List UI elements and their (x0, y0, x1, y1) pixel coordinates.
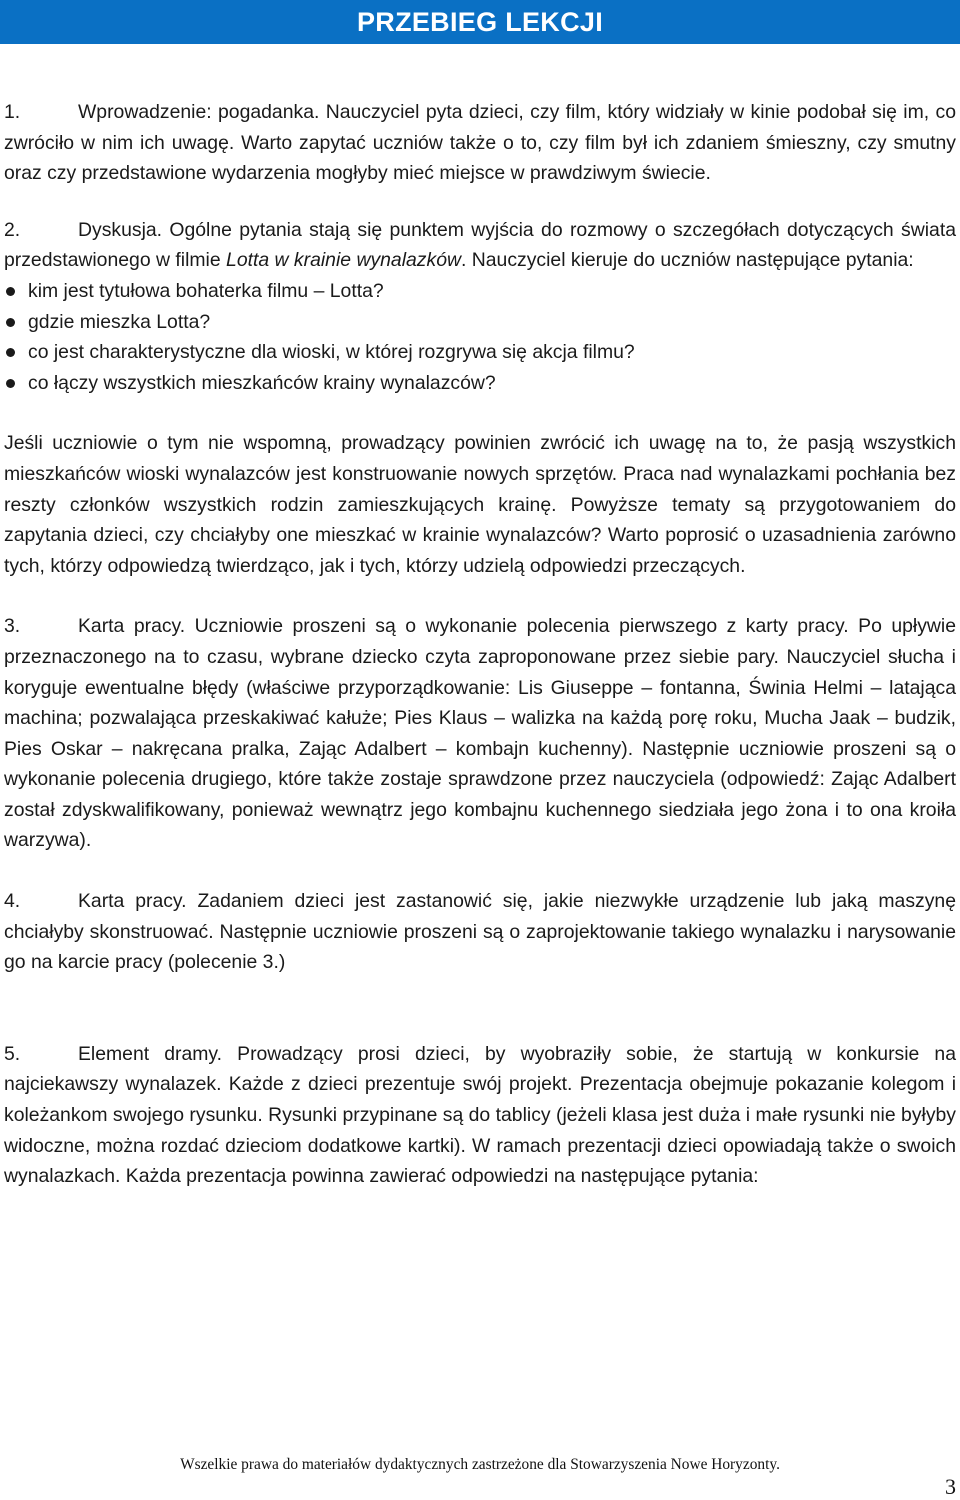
section-text: Dyskusja. Ogólne pytania stają się punktem wyjścia do rozmowy o szczegółach dotyczących świata przedstawionego w filmie (4, 218, 956, 272)
list-item: kim jest tytułowa bohaterka filmu – Lotta? (4, 276, 956, 307)
page-title-bar (0, 0, 960, 44)
section-number: 2. (4, 218, 21, 241)
film-title: Lotta w krainie wynalazków (226, 249, 461, 272)
section-text: Karta pracy. Zadaniem dzieci jest zastanowić się, jakie niezwykłe urządzenie lub jaką maszynę chciałyby skonstruować. Następnie uczniowie proszeni są o zaprojektowanie takiego wynalazku i narysowanie go na karcie pracy (polecenie 3.) (4, 890, 956, 974)
list-item: co jest charakterystyczne dla wioski, w której rozgrywa się akcja filmu? (4, 337, 956, 368)
footer-copyright: Wszelkie prawa do materiałów dydaktycznych zastrzeżone dla Stowarzyszenia Nowe Horyzonty. (180, 1456, 780, 1473)
list-item: gdzie mieszka Lotta? (4, 307, 956, 338)
section-1 (4, 97, 956, 189)
section-number: 4. (4, 890, 21, 913)
lesson-content (4, 97, 956, 1192)
section-2-followup: Jeśli uczniowie o tym nie wspomną, prowadzący powinien zwrócić ich uwagę na to, że pasją wszystkich mieszkańców wioski wynalazców jest konstruowanie nowych sprzętów. Praca nad wynalazkami pochłania bez reszty członków wszystkich rodzin zamieszkujących krainę. Powyższe tematy są przygotowaniem do zapytania dzieci, czy chciałyby one mieszkać w krainie wynalazców? Warto poprosić o uzasadnienia zarówno tych, którzy odpowiedzą twierdząco, jak i tych, którzy udzielą odpowiedzi przeczących. (4, 432, 956, 577)
section-3 (4, 611, 956, 856)
question-list (4, 276, 956, 398)
section-number: 1. (4, 101, 21, 123)
bullet-icon (6, 318, 15, 327)
section-2 (4, 215, 956, 276)
bullet-icon (6, 287, 15, 296)
section-number: 3. (4, 615, 21, 638)
list-item: co łączy wszystkich mieszkańców krainy wynalazców? (4, 368, 956, 399)
section-number: 5. (4, 1042, 21, 1065)
bullet-icon (6, 348, 15, 357)
section-5 (4, 1039, 956, 1192)
section-text: Karta pracy. Uczniowie proszeni są o wykonanie polecenia pierwszego z karty pracy. Po upływie przeznaczonego na to czasu, wybrane dziecko czyta zaproponowane przez siebie pary. Nauczyciel słucha i koryguje ewentualne błędy (właściwe przyporządkowanie: Lis Giuseppe – fontanna, Świnia Helmi – latająca machina; pozwalająca przeskakiwać kałuże; Pies Klaus – walizka na każdą porę roku, Mucha Jaak – budzik, Pies Oskar – nakręcana pralka, Zając Adalbert – kombajn kuchenny). Następnie uczniowie proszeni są o wykonanie polecenia drugiego, które także zostaje sprawdzone przez nauczyciela (odpowiedź: Zając Adalbert został zdyskwalifikowany, ponieważ wewnątrz jego kombajnu kuchennego siedziała jego żona i to ona kroiła warzywa). (4, 615, 956, 852)
section-text: . Nauczyciel kieruje do uczniów następujące pytania: (460, 249, 914, 272)
bullet-icon (6, 379, 15, 388)
section-text: Element dramy. Prowadzący prosi dzieci, by wyobraziły sobie, że startują w konkursie na najciekawszy wynalazek. Każde z dzieci prezentuje swój projekt. Prezentacja obejmuje pokazanie kolegom i koleżankom swojego rysunku. Rysunki przypinane są do tablicy (jeżeli klasa jest duża i małe rysunki nie byłyby widoczne, można rozdać dzieciom dodatkowe kartki). W ramach prezentacji dzieci opowiadają także o swoich wynalazkach. Każda prezentacja powinna zawierać odpowiedzi na następujące pytania: (4, 1042, 956, 1188)
section-4 (4, 886, 956, 978)
page-title: PRZEBIEG LEKCJI (356, 6, 604, 37)
page-number: 3 (945, 1474, 956, 1499)
section-text: Wprowadzenie: pogadanka. Nauczyciel pyta dzieci, czy film, który widziały w kinie podobał się im, co zwróciło w nim ich uwagę. Warto zapytać uczniów także o to, czy film był ich zdaniem śmieszny, czy smutny oraz czy przedstawione wydarzenia mogłyby mieć miejsce w prawdziwym świecie. (4, 101, 956, 185)
